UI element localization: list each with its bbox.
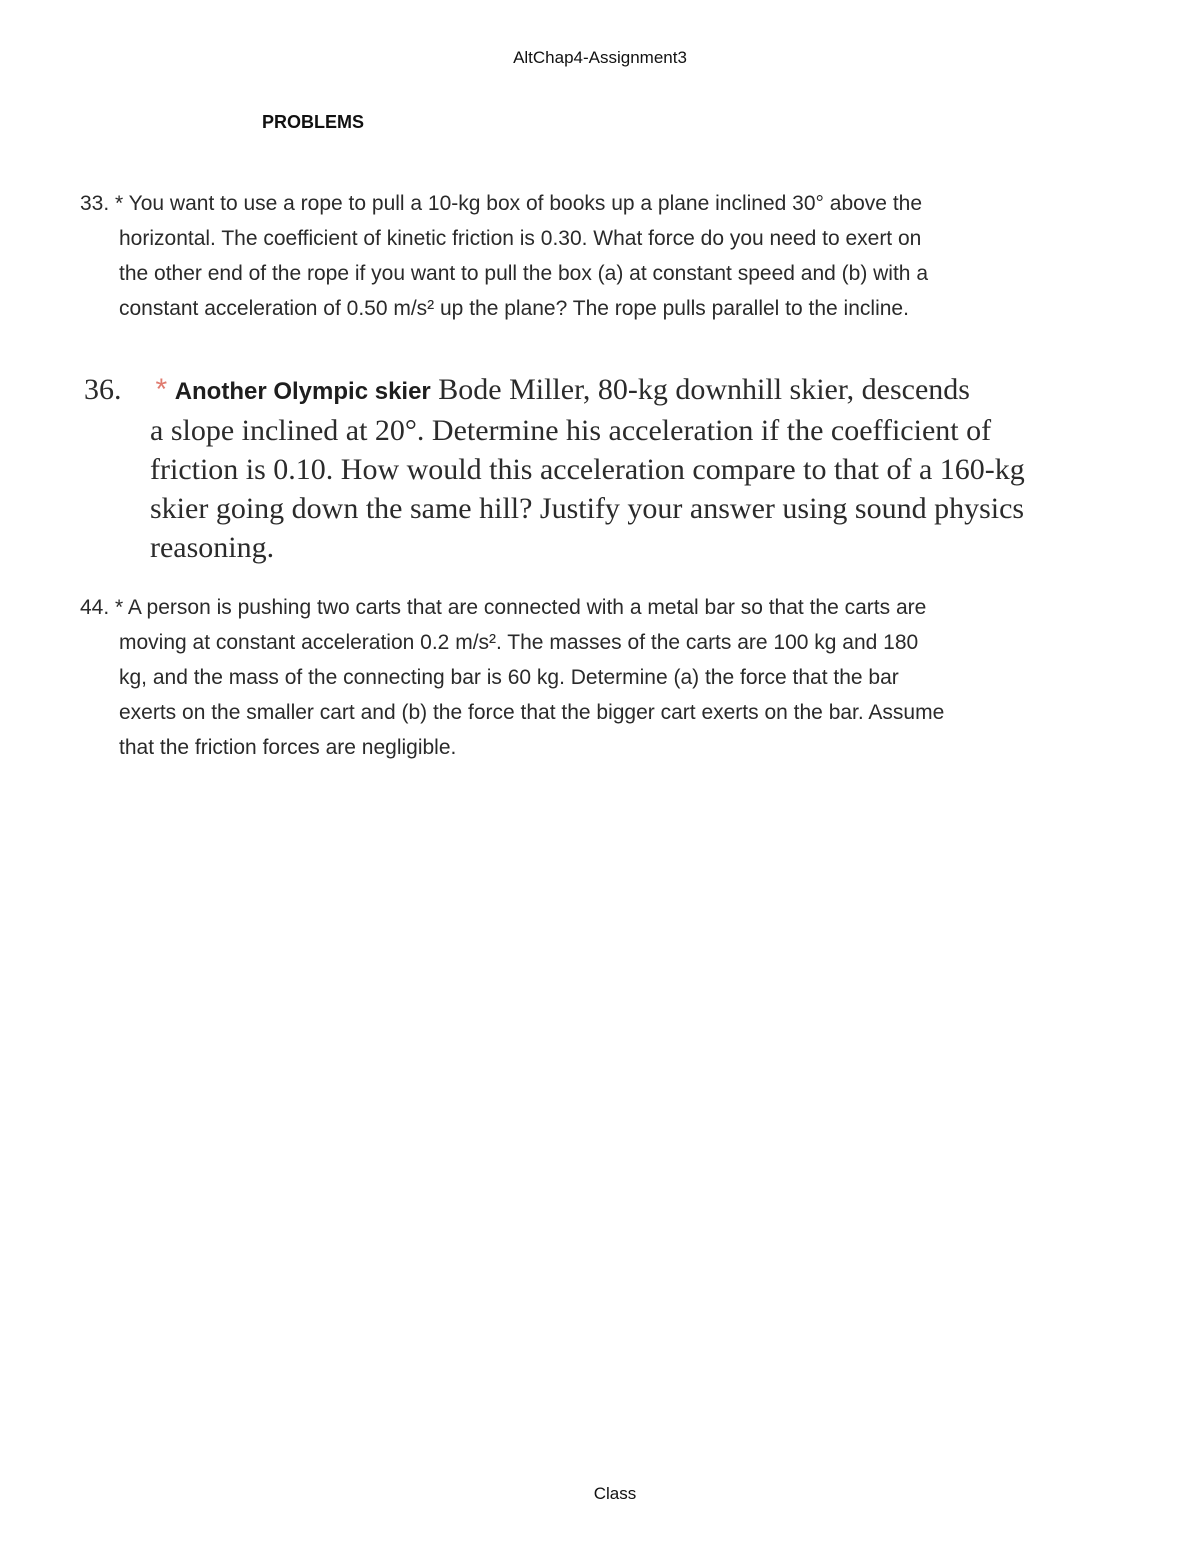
problem-line: reasoning. <box>150 531 275 564</box>
problem-line: constant acceleration of 0.50 m/s² up the plane? The rope pulls parallel to the incline. <box>119 297 909 320</box>
problem-line: friction is 0.10. How would this acceleration compare to that of a 160-kg <box>150 453 1025 486</box>
problem-line: 33. * You want to use a rope to pull a 10-kg box of books up a plane inclined 30° above the <box>80 192 923 215</box>
problem-line: moving at constant acceleration 0.2 m/s². The masses of the carts are 100 kg and 180 <box>119 631 919 654</box>
problem-line: skier going down the same hill? Justify your answer using sound physics <box>150 492 1025 525</box>
problem-line: that the friction forces are negligible. <box>119 736 457 759</box>
problem-line: kg, and the mass of the connecting bar is 60 kg. Determine (a) the force that the bar <box>119 666 899 689</box>
section-title: PROBLEMS <box>262 112 365 132</box>
problem-line: a slope inclined at 20°. Determine his acceleration if the coefficient of <box>150 414 992 447</box>
problem-line: 44. * A person is pushing two carts that are connected with a metal bar so that the carts are <box>80 596 927 619</box>
problem-line: exerts on the smaller cart and (b) the force that the bigger cart exerts on the bar. Assume <box>119 701 945 724</box>
problem-33 <box>80 186 1100 326</box>
problem-36 <box>84 370 1144 567</box>
page-footer: Class <box>593 1484 637 1503</box>
problem-line: Bode Miller, 80-kg downhill skier, descends <box>438 373 970 406</box>
problem-line: the other end of the rope if you want to pull the box (a) at constant speed and (b) with a <box>119 262 929 285</box>
difficulty-star: * <box>155 373 168 406</box>
problem-44 <box>80 590 1100 765</box>
page-header: AltChap4-Assignment3 <box>513 48 687 67</box>
problem-number: 36. <box>84 373 122 406</box>
problem-lead-title: Another Olympic skier <box>174 378 431 405</box>
problem-line: horizontal. The coefficient of kinetic friction is 0.30. What force do you need to exert on <box>119 227 922 250</box>
